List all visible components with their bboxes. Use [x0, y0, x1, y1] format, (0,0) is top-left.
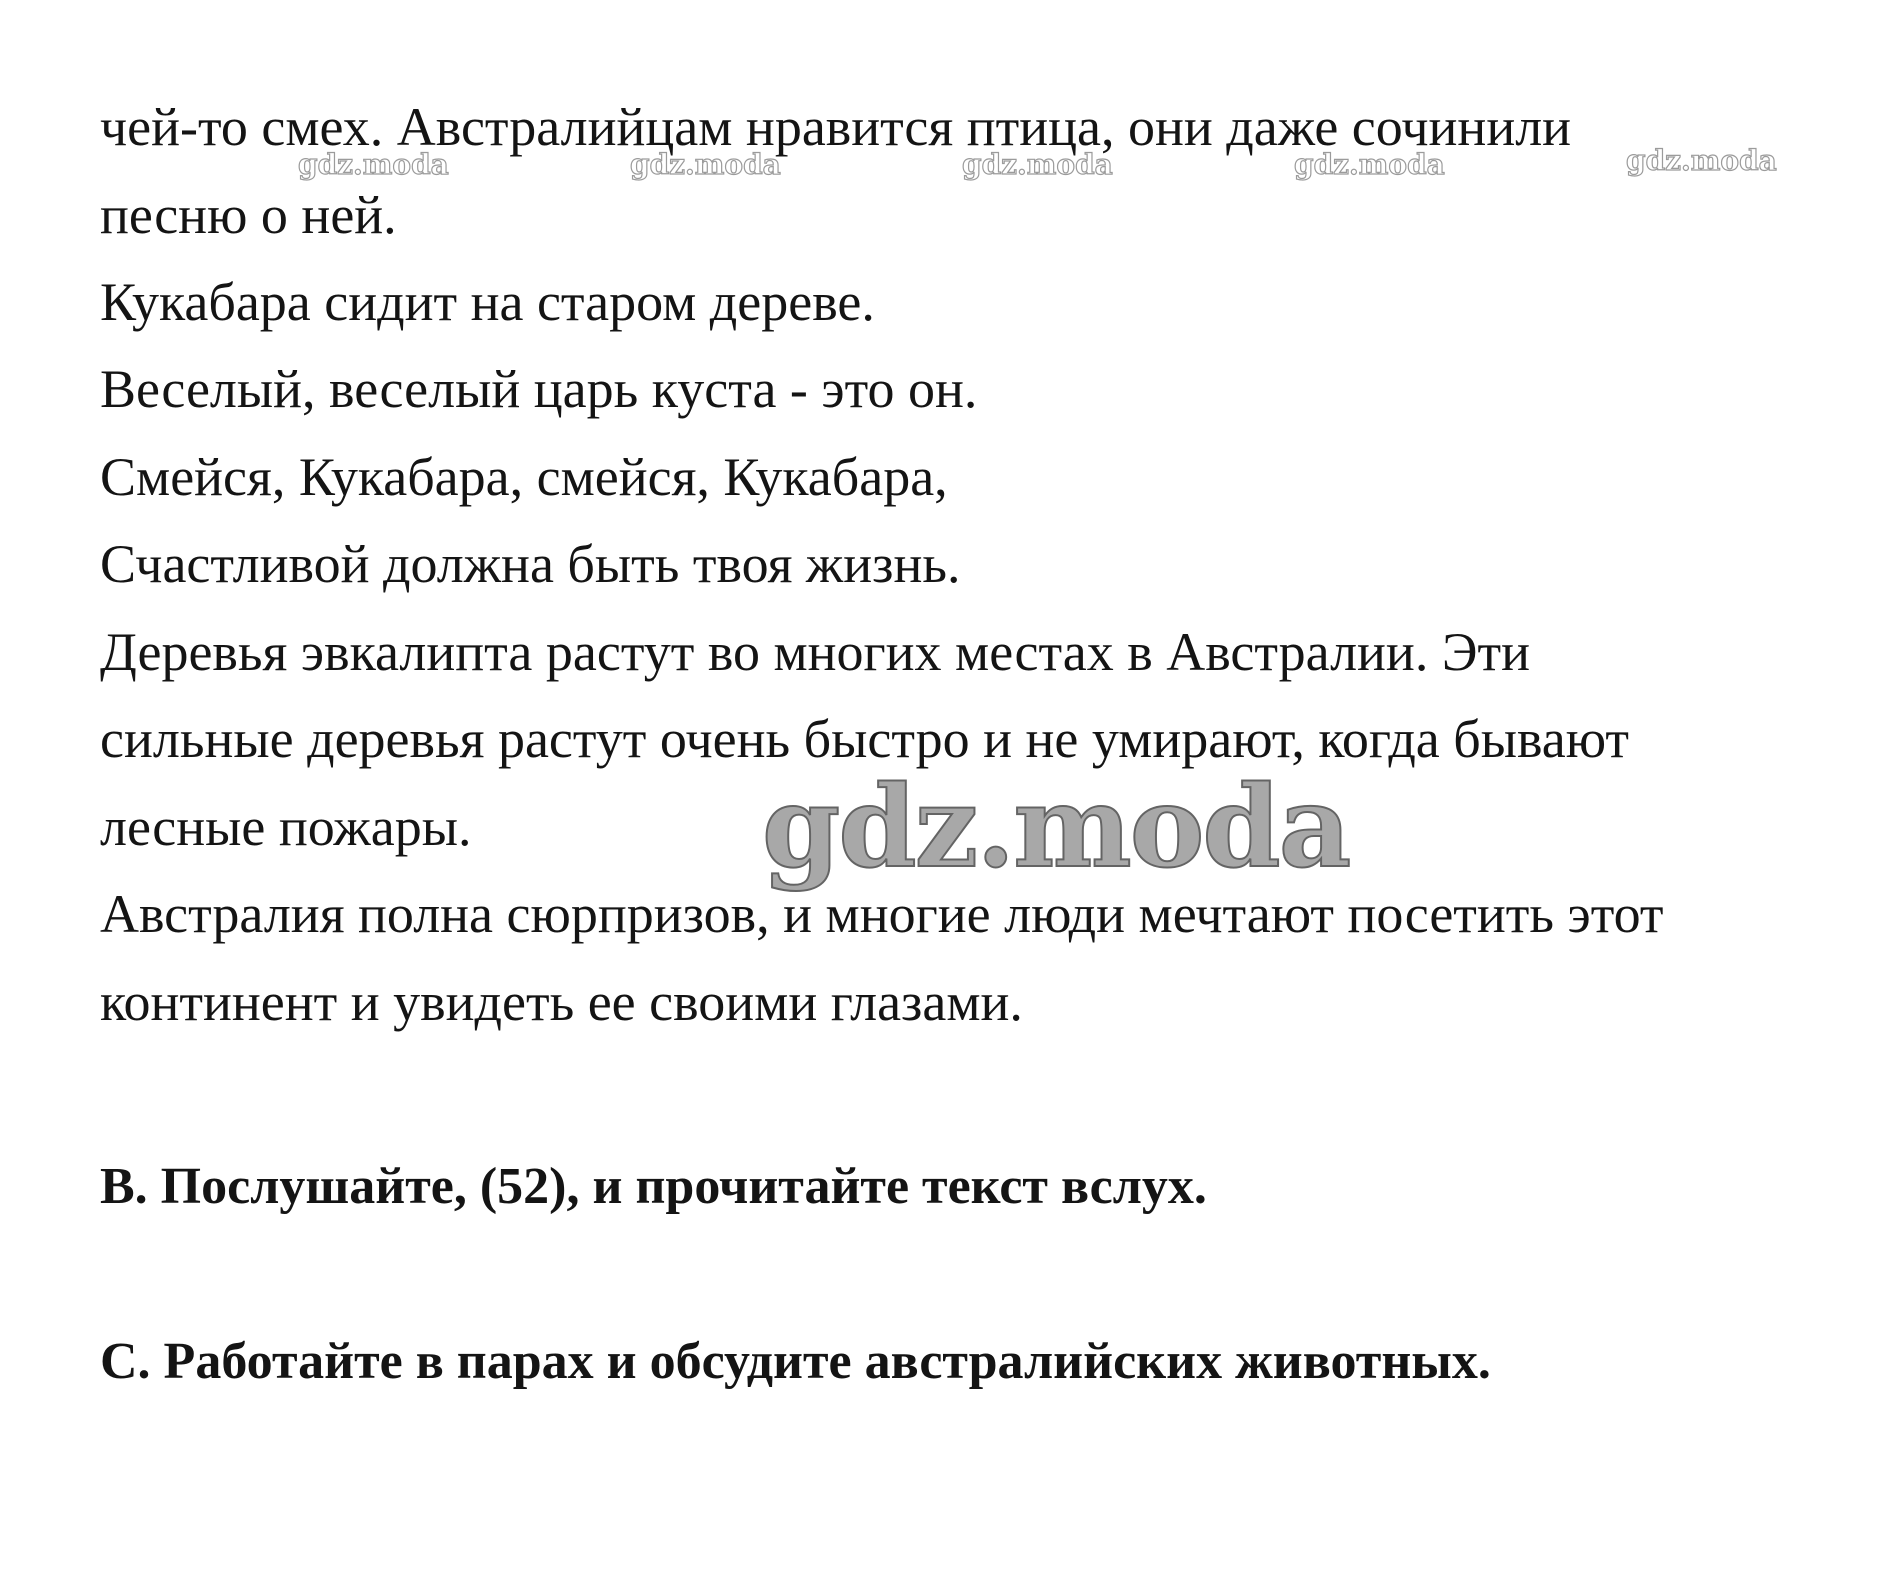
- watermark-small-3: gdz.moda: [962, 148, 1113, 181]
- text-line-9: лесные пожары.: [100, 797, 472, 857]
- text-line-6: Счастливой должна быть твоя жизнь.: [100, 534, 961, 594]
- task-b-heading: В. Послушайте, (52), и прочитайте текст вслух.: [100, 1158, 1207, 1215]
- watermark-small-2: gdz.moda: [630, 148, 781, 181]
- watermark-large: gdz.moda: [762, 762, 1350, 893]
- text-line-11: континент и увидеть ее своими глазами.: [100, 972, 1023, 1032]
- text-line-4: Веселый, веселый царь куста - это он.: [100, 359, 978, 419]
- watermark-small-5: gdz.moda: [1626, 144, 1777, 177]
- text-line-10: Австралия полна сюрпризов, и многие люди мечтают посетить этот: [100, 884, 1664, 944]
- text-line-5: Смейся, Кукабара, смейся, Кукабара,: [100, 447, 948, 507]
- text-line-1: чей-то смех. Австралийцам нравится птица, они даже сочинили: [100, 97, 1572, 157]
- watermark-small-4: gdz.moda: [1294, 148, 1445, 181]
- text-line-7: Деревья эвкалипта растут во многих местах в Австралии. Эти: [100, 622, 1530, 682]
- watermark-small-1: gdz.moda: [298, 148, 449, 181]
- text-line-8: сильные деревья растут очень быстро и не умирают, когда бывают: [100, 709, 1630, 769]
- task-c-heading: С. Работайте в парах и обсудите австралийских животных.: [100, 1333, 1491, 1390]
- text-line-3: Кукабара сидит на старом дереве.: [100, 272, 875, 332]
- text-line-2: песню о ней.: [100, 185, 397, 245]
